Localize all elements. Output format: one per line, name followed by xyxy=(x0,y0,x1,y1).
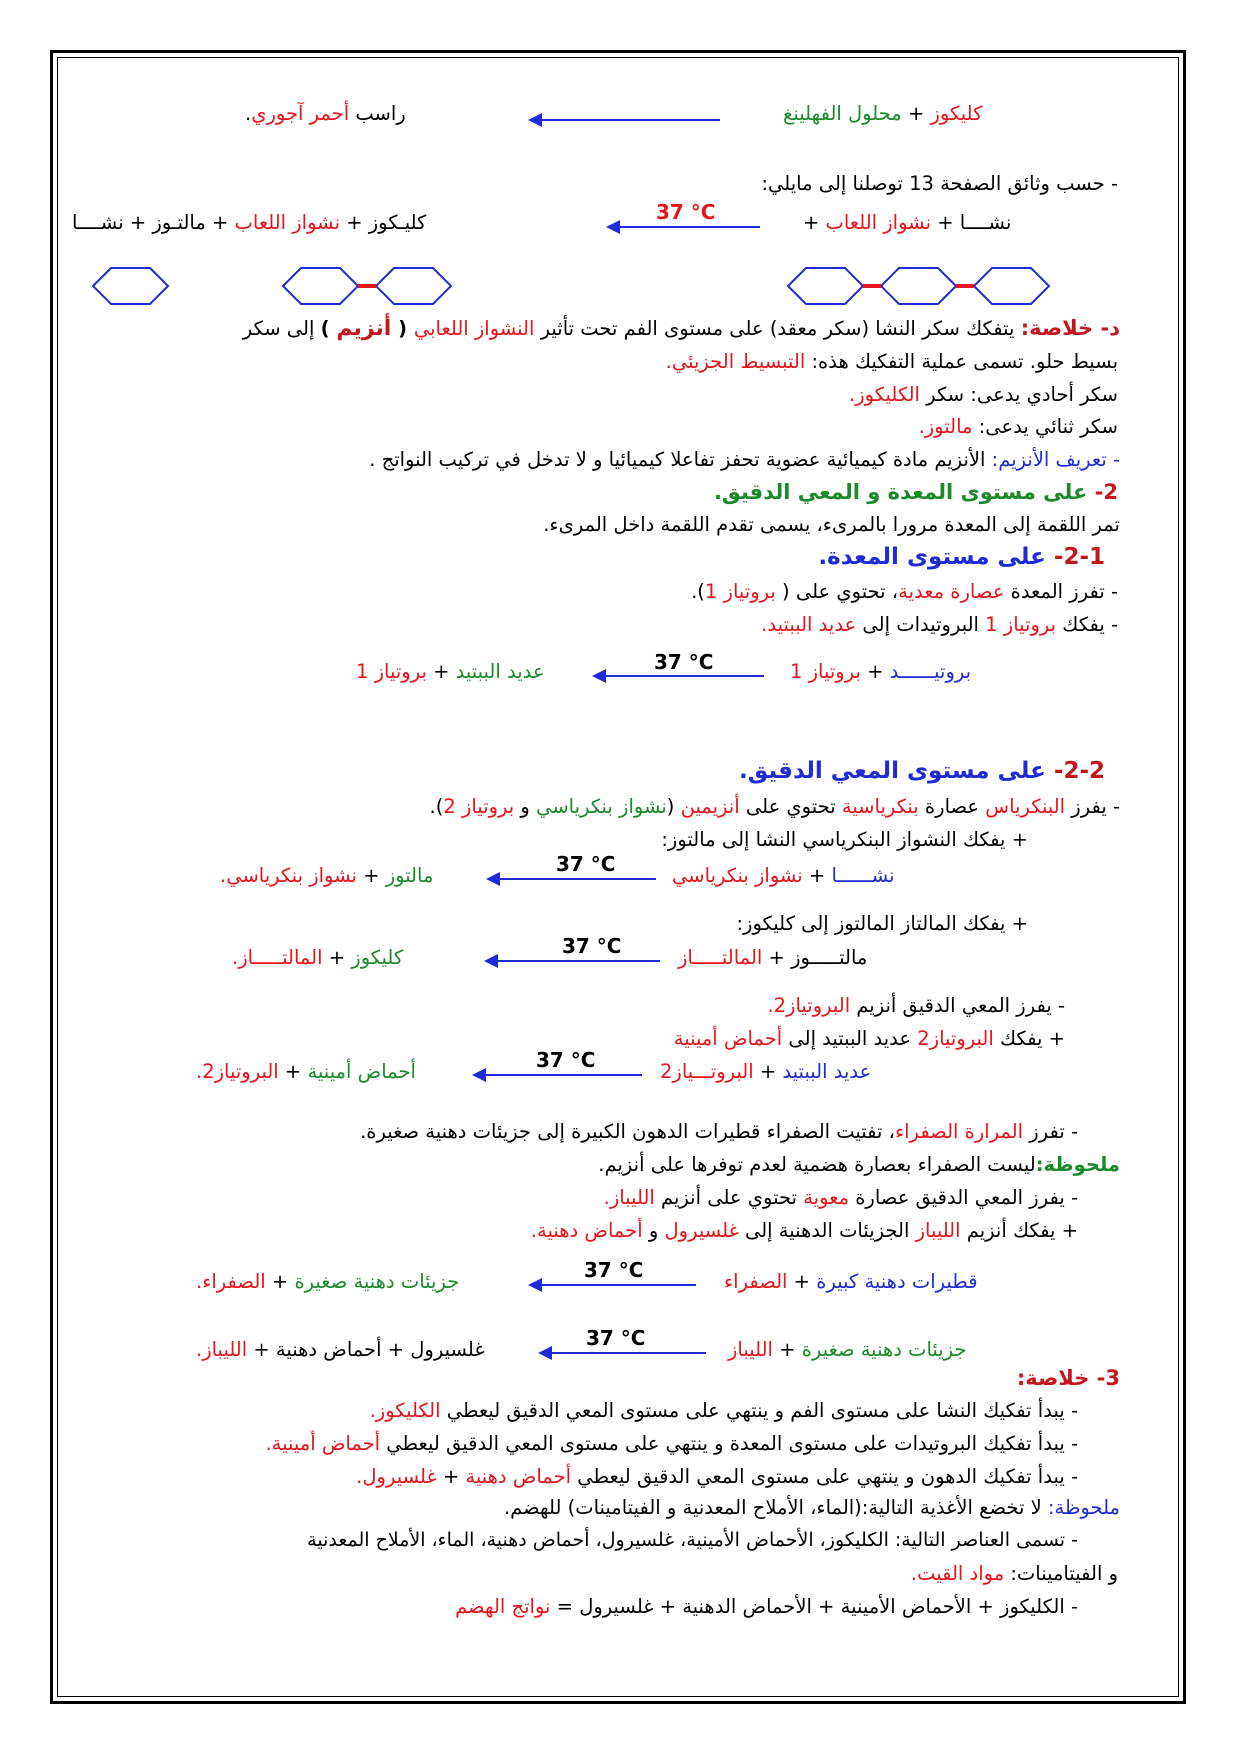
eq-protease2-temp: 37 °C xyxy=(536,1048,596,1072)
summary-d-line4: سكر ثنائي يدعى: مالتوز. xyxy=(918,415,1118,438)
eq-amylase-arrow xyxy=(488,878,656,880)
sec22-line7: - يفرز المعي الدقيق عصارة معوية تحتوي على أنزيم الليباز. xyxy=(603,1186,1078,1209)
starch-hexagon-2 xyxy=(881,268,956,304)
section-2-1-title: 2-1- على مستوى المعدة. xyxy=(818,544,1105,570)
maltose-hexagon-2 xyxy=(376,268,451,304)
eq-protease1-reactants: بروتيــــــد + بروتياز 1 xyxy=(790,660,972,683)
sec3-bullet1: - يبدأ تفكيك النشا على مستوى الفم و ينتهي على مستوى المعي الدقيق ليعطي الكليكوز. xyxy=(369,1399,1078,1422)
starch-hexagon-1 xyxy=(788,268,863,304)
eq-maltase-arrow xyxy=(486,960,660,962)
eq-lipase-reactants: جزيئات دهنية صغيرة + الليباز xyxy=(728,1338,967,1361)
sec21-line1: - تفرز المعدة عصارة معدية، تحتوي على ( بروتياز 1). xyxy=(691,580,1118,603)
fehling-result: راسب أحمر آجوري. xyxy=(245,102,406,125)
eq-amylase-products: مالتوز + نشواز بنكرياسي. xyxy=(220,864,434,887)
eq-lipase-products: غلسيرول + أحماض دهنية + الليباز. xyxy=(196,1338,485,1361)
eq-maltase-products: كليكوز + المالتـــــاز. xyxy=(232,946,404,969)
eq-maltase-temp: 37 °C xyxy=(562,934,622,958)
eq-bile-temp: 37 °C xyxy=(584,1258,644,1282)
starch-hexagon-3 xyxy=(974,268,1049,304)
summary-d-line2: بسيط حلو. تسمى عملية التفكيك هذه: التبسيط الجزيئي. xyxy=(665,350,1118,373)
eq-lipase-arrow xyxy=(540,1352,706,1354)
fehling-reactants: كليكوز + محلول الفهلينغ xyxy=(783,102,983,125)
sec22-note: ملحوظة:ليست الصفراء بعصارة هضمية لعدم توفرها على أنزيم. xyxy=(598,1153,1120,1176)
eq-protease2-reactants: عديد الببتيد + البروتـــياز2 xyxy=(660,1060,872,1083)
eq-protease1-products: عديد الببتيد + بروتياز 1 xyxy=(356,660,545,683)
sec21-line2: - يفكك بروتياز 1 البروتيدات إلى عديد الببتيد. xyxy=(761,613,1118,636)
maltose-hexagon-1 xyxy=(283,268,358,304)
section-3-title: 3- خلاصة: xyxy=(1016,1366,1120,1390)
enzyme-definition: - تعريف الأنزيم: الأنزيم مادة كيميائية عضوية تحفز تفاعلا كيميائيا و لا تدخل في تركيب النواتج . xyxy=(369,448,1120,471)
sec3-bullet2: - يبدأ تفكيك البروتيدات على مستوى المعدة و ينتهي على مستوى المعي الدقيق ليعطي أحماض أمينية. xyxy=(265,1432,1078,1455)
eq-bile-reactants: قطيرات دهنية كبيرة + الصفراء xyxy=(724,1270,978,1293)
sec3-note: ملحوظة: لا تخضع الأغذية التالية:(الماء، الأملاح المعدنية و الفيتامينات) للهضم. xyxy=(503,1496,1120,1519)
eq-protease2-arrow xyxy=(474,1074,642,1076)
eq-amylase-temp: 37 °C xyxy=(556,852,616,876)
sec3-nutrients-line: - تسمى العناصر التالية: الكليكوز، الأحماض الأمينية، غلسيرول، أحماض دهنية، الماء، الأملاح المعدنية xyxy=(307,1529,1078,1551)
eq-protease2-products: أحماض أمينية + البروتياز2. xyxy=(196,1060,416,1083)
eq-protease1-arrow xyxy=(594,675,764,677)
section-2-text: تمر اللقمة إلى المعدة مرورا بالمرىء، يسمى تقدم اللقمة داخل المرىء. xyxy=(543,513,1120,536)
summary-d-line3: سكر أحادي يدعى: سكر الكليكوز. xyxy=(849,383,1118,406)
sec22-line5: + يفكك البروتياز2 عديد الببتيد إلى أحماض أمينية xyxy=(673,1027,1065,1050)
eq-amylase-reactants: نشــــــا + نشواز بنكرياسي xyxy=(672,864,895,887)
sec3-nutrients-line2: و الفيتامينات: مواد القيت. xyxy=(910,1562,1118,1585)
sec3-final: - الكليكوز + الأحماض الأمينية + الأحماض الدهنية + غلسيرول = نواتج الهضم xyxy=(455,1595,1078,1618)
section-2-title: 2- على مستوى المعدة و المعي الدقيق. xyxy=(713,480,1118,504)
sec22-line6: - تفرز المرارة الصفراء، تفتيت الصفراء قطيرات الدهون الكبيرة إلى جزيئات دهنية صغيرة. xyxy=(360,1120,1078,1143)
eq-lipase-temp: 37 °C xyxy=(586,1326,646,1350)
sec22-line1: - يفرز البنكرياس عصارة بنكرياسية تحتوي على أنزيمين (نشواز بنكرياسي و بروتياز 2). xyxy=(429,795,1120,818)
eq-bile-arrow xyxy=(530,1284,696,1286)
eq1-temp: 37 °C xyxy=(656,200,716,224)
sec22-line8: + يفكك أنزيم الليباز الجزيئات الدهنية إلى غلسيرول و أحماض دهنية. xyxy=(530,1219,1078,1242)
sec22-line2: + يفكك النشواز البنكرياسي النشا إلى مالتوز: xyxy=(661,828,1028,851)
glucose-hexagon xyxy=(93,268,168,304)
intro-line: - حسب وثائق الصفحة 13 توصلنا إلى مايلي: xyxy=(761,172,1118,195)
eq-bile-products: جزيئات دهنية صغيرة + الصفراء. xyxy=(196,1270,460,1293)
summary-d-line1: د- خلاصة: يتفكك سكر النشا (سكر معقد) على مستوى الفم تحت تأثير النشواز اللعابي ( أنزيم ) إلى سكر xyxy=(242,316,1120,341)
sec22-line4: - يفرز المعي الدقيق أنزيم البروتياز2. xyxy=(767,994,1065,1017)
eq1-reactants: نشــــا + نشواز اللعاب + xyxy=(803,211,1012,234)
molecule-diagram xyxy=(0,0,1240,320)
eq1-products: كليـكوز + نشواز اللعاب + مالتـوز + نشــــا xyxy=(72,211,427,234)
eq-protease1-temp: 37 °C xyxy=(654,650,714,674)
sec22-line3: + يفكك المالتاز المالتوز إلى كليكوز: xyxy=(736,912,1028,935)
section-2-2-title: 2-2- على مستوى المعي الدقيق. xyxy=(739,758,1105,784)
eq-maltase-reactants: مالتـــــوز + المالتـــــاز xyxy=(678,946,868,969)
sec3-bullet3: - يبدأ تفكيك الدهون و ينتهي على مستوى المعي الدقيق ليعطي أحماض دهنية + غلسيرول. xyxy=(356,1465,1078,1488)
